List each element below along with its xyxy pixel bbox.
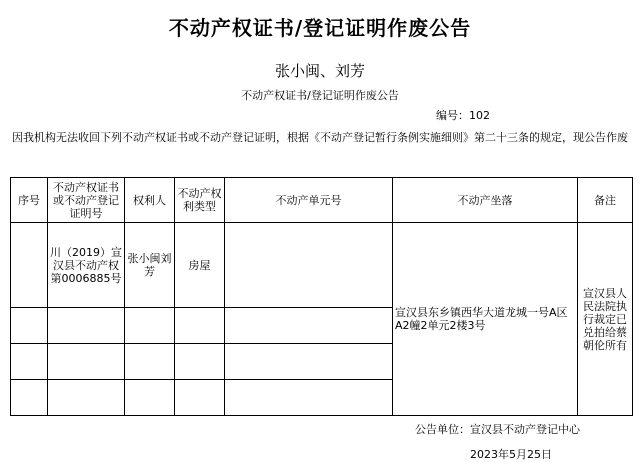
cell-seq — [11, 223, 48, 308]
cell-type: 房屋 — [175, 223, 225, 308]
issuing-unit: 公告单位：宣汉县不动产登记中心 — [415, 423, 580, 436]
header-holder: 权利人 — [125, 178, 175, 223]
cell-cert: 川（2019）宣汉县不动产权第0006885号 — [48, 223, 125, 308]
header-type: 不动产权利类型 — [175, 178, 225, 223]
serial-number: 编号：102 — [436, 109, 490, 122]
header-location: 不动产坐落 — [393, 178, 578, 223]
header-cert: 不动产权证书或不动产登记证明号 — [48, 178, 125, 223]
notice-subtitle: 不动产权证书/登记证明作废公告 — [241, 89, 399, 102]
holder-names: 张小闽、刘芳 — [274, 62, 365, 80]
header-note: 备注 — [578, 178, 633, 223]
cell-note: 宣汉县人民法院执行裁定已兑拍给蔡朝伦所有 — [578, 223, 633, 416]
cell-unit — [225, 223, 393, 308]
page-title: 不动产权证书/登记证明作废公告 — [168, 16, 472, 40]
notice-table — [10, 177, 633, 416]
header-unit: 不动产单元号 — [225, 178, 393, 223]
cell-location: 宣汉县东乡镇西华大道龙城一号A区A2幢2单元2楼3号 — [393, 223, 578, 416]
intro-text: 因我机构无法收回下列不动产权证书或不动产登记证明，根据《不动产登记暂行条例实施细则》第二十三条的规定，现公告作废 — [12, 131, 628, 144]
header-seq: 序号 — [11, 178, 48, 223]
cell-holder: 张小闽刘芳 — [125, 223, 175, 308]
table-header-row — [11, 178, 633, 223]
table-row — [11, 223, 633, 308]
notice-date: 2023年5月25日 — [470, 448, 552, 461]
